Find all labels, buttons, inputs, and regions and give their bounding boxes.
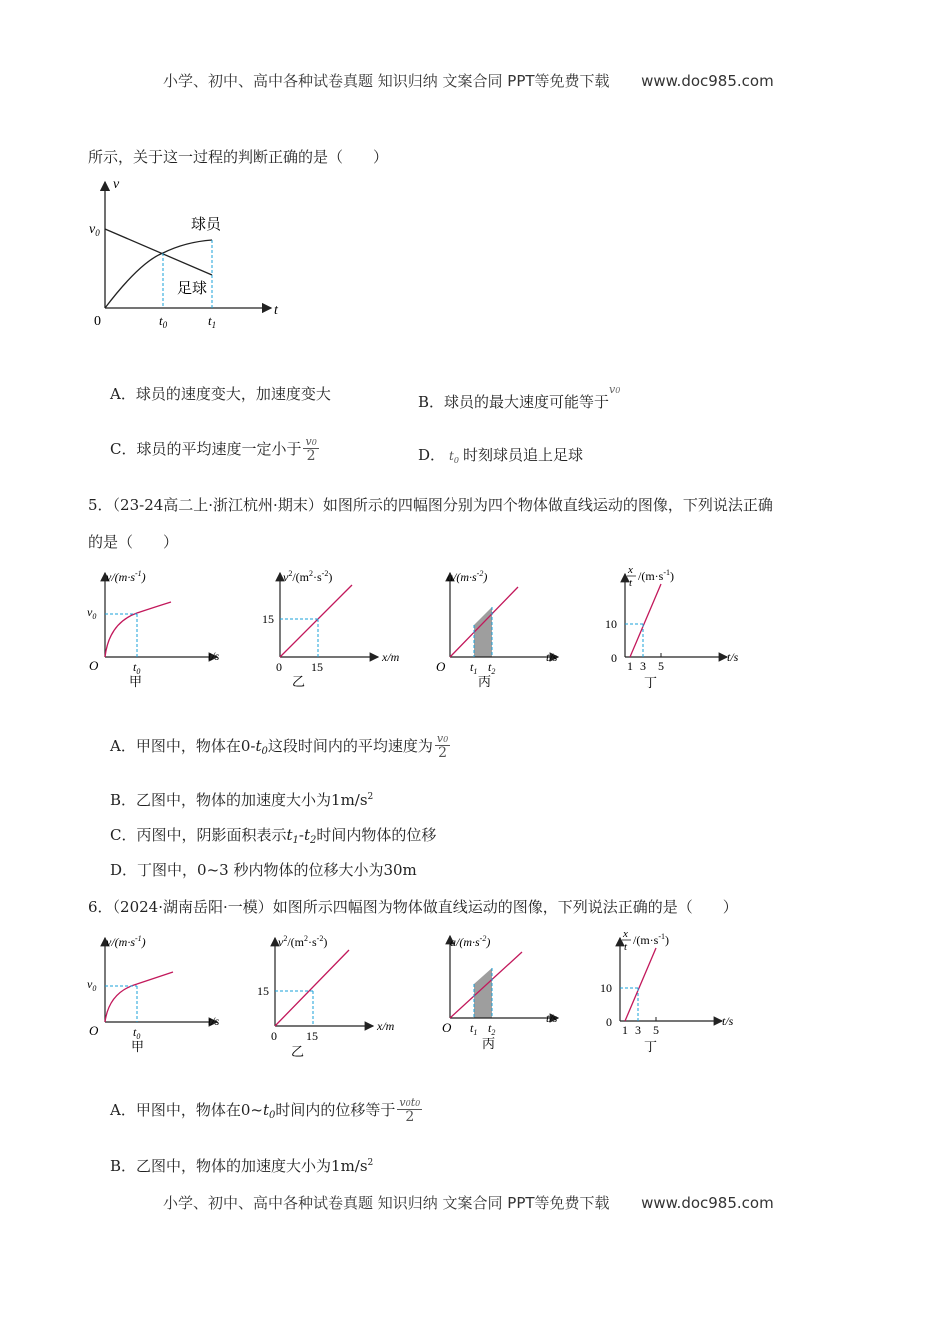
origin: O <box>442 1020 452 1035</box>
origin: 0 <box>611 651 617 665</box>
y-label: v <box>113 177 120 192</box>
caption: 丙 <box>478 674 492 689</box>
y-label: $v^2/(m^2\cdot s^{-2})$ <box>283 569 333 584</box>
q6-graph-jia <box>85 930 225 1055</box>
origin: 0 <box>271 1029 277 1043</box>
curve <box>105 602 171 657</box>
t1-label: $t_1$ <box>470 1021 478 1037</box>
q5-option-b: B．乙图中，物体的加速度大小为$1m/s^2$ <box>110 791 374 809</box>
t2-label: $t_2$ <box>488 660 496 676</box>
q5-option-a: A．甲图中，物体在$0-t_0$这段时间内的平均速度为 $\frac{v0}{2}$ <box>110 732 449 762</box>
q5-graph-yi <box>260 565 410 690</box>
shaded-area <box>474 607 492 657</box>
curve <box>105 972 173 1022</box>
header-text: 小学、初中、高中各种试卷真题 知识归纳 文案合同 PPT等免费下载 <box>163 72 610 90</box>
page-footer <box>163 1192 774 1213</box>
y-den: t <box>624 941 628 953</box>
x-label: x/m <box>377 1019 395 1033</box>
v0-label: $v_0$ <box>87 977 97 993</box>
q4-vt-graph <box>85 172 285 334</box>
header-url[interactable]: www.doc985.com <box>641 72 774 90</box>
x-tick-3: 3 <box>640 659 646 673</box>
caption: 乙 <box>291 1044 305 1059</box>
v0-label: $v_0$ <box>89 222 100 238</box>
q5-option-d: D．丁图中，0~3 秒内物体的位移大小为30m <box>110 861 417 879</box>
t1-label: $t_1$ <box>470 660 478 676</box>
ball-label: 足球 <box>177 281 208 297</box>
q4-option-d: D． $t_0$ 时刻球员追上足球 <box>418 446 583 465</box>
q6-stem: 6．（2024·湖南岳阳·一模）如图所示四幅图为物体做直线运动的图像，下列说法正确的是（ ） <box>88 898 738 916</box>
q5-graph-ding <box>605 560 755 690</box>
t1-label: $t_1$ <box>208 313 217 330</box>
q6-option-b: B．乙图中，物体的加速度大小为$1m/s^2$ <box>110 1157 374 1175</box>
q4-option-c: C．球员的平均速度一定小于 $\frac{v0}{2}$ <box>110 435 317 465</box>
y-tick: 10 <box>600 981 612 995</box>
x-label: t <box>274 303 278 318</box>
x-label: t/s <box>727 650 739 664</box>
y-tick: 15 <box>257 984 269 998</box>
x-tick-5: 5 <box>653 1023 659 1037</box>
q5-graph-bing <box>430 565 580 690</box>
v0-label: $v_0$ <box>87 605 97 621</box>
y-label: $a/(m\cdot s^{-2})$ <box>447 569 488 584</box>
y-num: x <box>628 564 633 576</box>
caption: 丁 <box>644 1039 658 1054</box>
caption: 甲 <box>131 1039 145 1054</box>
origin: 0 <box>276 660 282 674</box>
x-label: x/m <box>382 650 400 664</box>
x-tick: 15 <box>311 660 323 674</box>
x-label: t/s <box>208 649 220 663</box>
origin: O <box>89 1023 99 1038</box>
q4-option-b: B．球员的最大速度可能等于$^{v0}$ <box>418 383 621 411</box>
origin: O <box>436 659 446 674</box>
x-tick: 15 <box>306 1029 318 1043</box>
origin: O <box>89 658 99 673</box>
t0-label: $t_0$ <box>133 660 141 676</box>
q5-stem-line2: 的是（ ） <box>88 533 179 551</box>
y-den: t <box>629 577 633 589</box>
x-tick-1: 1 <box>627 659 633 673</box>
t0-label: $t_0$ <box>133 1025 141 1041</box>
q5-option-c: C．丙图中，阴影面积表示$t_1-t_2$时间内物体的位移 <box>110 826 437 846</box>
q4-intro: 所示，关于这一过程的判断正确的是（ ） <box>88 148 389 166</box>
q6-graph-ding <box>600 924 750 1054</box>
y-label: $/(m\cdot s^{-1})$ <box>633 932 670 947</box>
footer-url[interactable]: www.doc985.com <box>641 1194 774 1212</box>
line <box>625 948 656 1021</box>
footer-text: 小学、初中、高中各种试卷真题 知识归纳 文案合同 PPT等免费下载 <box>163 1194 610 1212</box>
line <box>630 584 661 657</box>
y-tick: 10 <box>605 617 617 631</box>
page-header <box>163 70 774 91</box>
t0-label: $t_0$ <box>159 313 168 330</box>
x-label: t/s <box>546 1011 558 1025</box>
y-label: $/(m\cdot s^{-1})$ <box>638 568 675 583</box>
x-label: t/s <box>208 1014 220 1028</box>
origin-label: 0 <box>94 314 101 329</box>
q6-graph-bing <box>430 930 580 1055</box>
y-label: $v/(m\cdot s^{-1})$ <box>106 569 146 584</box>
y-label: $v/(m\cdot s^{-1})$ <box>106 934 146 949</box>
origin: 0 <box>606 1015 612 1029</box>
x-label: t/s <box>722 1014 734 1028</box>
x-tick-3: 3 <box>635 1023 641 1037</box>
x-tick-5: 5 <box>658 659 664 673</box>
line <box>275 950 349 1026</box>
line <box>280 585 352 657</box>
t2-label: $t_2$ <box>488 1021 496 1037</box>
q4-option-a: A．球员的速度变大，加速度变大 <box>110 385 331 403</box>
caption: 乙 <box>292 674 306 689</box>
q6-graph-yi <box>255 930 405 1060</box>
y-num: x <box>623 928 628 940</box>
x-label: t/s <box>546 650 558 664</box>
y-tick: 15 <box>262 612 274 626</box>
q6-option-a: A．甲图中，物体在$0\sim t_0$时间内的位移等于 $\frac{v0t0}{2}$ <box>110 1096 421 1126</box>
q5-graph-jia <box>85 565 225 690</box>
y-label: $v^2/(m^2\cdot s^{-2})$ <box>278 934 328 949</box>
player-curve <box>105 240 212 308</box>
y-label: $a/(m\cdot s^{-2})$ <box>450 934 491 949</box>
caption: 丙 <box>482 1036 496 1051</box>
ball-line <box>105 229 212 275</box>
caption: 甲 <box>129 674 143 689</box>
x-tick-1: 1 <box>622 1023 628 1037</box>
caption: 丁 <box>644 675 658 690</box>
player-label: 球员 <box>191 217 222 233</box>
q5-stem-line1: 5．（23-24高二上·浙江杭州·期末）如图所示的四幅图分别为四个物体做直线运动的图像，下列说法正确 <box>88 496 773 514</box>
